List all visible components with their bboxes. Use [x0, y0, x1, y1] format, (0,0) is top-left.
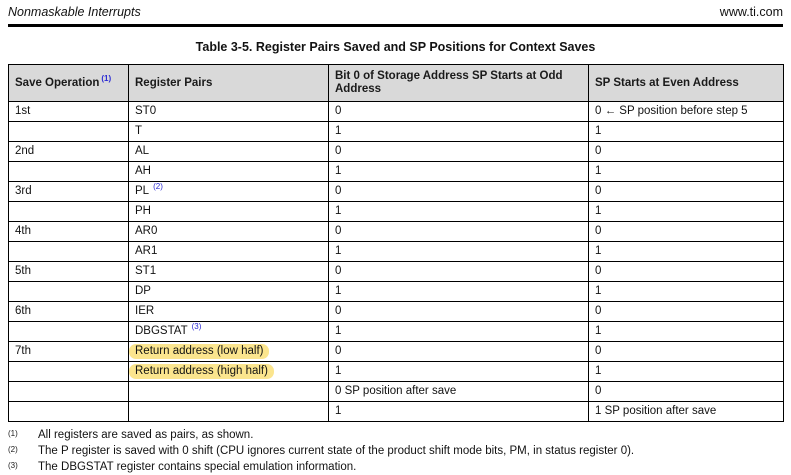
odd-address-cell: 1: [329, 202, 589, 222]
odd-address-cell: 1: [329, 362, 589, 382]
save-operation-cell: [9, 242, 129, 262]
register-pair-cell: [129, 322, 329, 342]
odd-address-cell: 0: [329, 182, 589, 202]
odd-address-cell: 0: [329, 222, 589, 242]
even-address-cell: 1 SP position after save: [589, 402, 784, 422]
register-pair-label: PL: [135, 185, 150, 197]
even-address-cell: 1: [589, 322, 784, 342]
register-pair-cell: [129, 162, 329, 182]
footnote-text: All registers are saved as pairs, as shown.: [38, 429, 254, 441]
footnotes: [8, 427, 783, 475]
even-address-cell: 0: [589, 382, 784, 402]
register-pair-cell: [129, 102, 329, 122]
footnote-marker: (1): [8, 429, 18, 438]
register-pair-cell: [129, 242, 329, 262]
odd-address-cell: 1: [329, 242, 589, 262]
footnote-marker: (3): [8, 461, 18, 470]
odd-address-cell: 0: [329, 342, 589, 362]
table-row: [9, 322, 784, 342]
save-operation-cell: [9, 362, 129, 382]
register-pair-cell: [129, 182, 329, 202]
save-operation-cell: 4th: [9, 222, 129, 242]
table-row: [9, 162, 784, 182]
header-rule: [8, 24, 783, 27]
table-header-row: [9, 65, 784, 102]
table-body: [9, 102, 784, 422]
register-pair-label: AR0: [135, 225, 158, 237]
register-pair-label: DP: [135, 285, 151, 297]
register-pair-cell: [129, 362, 329, 382]
table-row: [9, 222, 784, 242]
register-pair-cell: [129, 302, 329, 322]
section-title: Nonmaskable Interrupts: [8, 5, 141, 19]
table-row: [9, 102, 784, 122]
register-pair-label: AL: [135, 145, 150, 157]
col-header-bit0-odd: [329, 65, 589, 102]
even-address-cell: 1: [589, 242, 784, 262]
table-row: [9, 362, 784, 382]
register-pair-cell: [129, 122, 329, 142]
save-operation-cell: [9, 322, 129, 342]
register-pair-label: AR1: [135, 245, 158, 257]
table-row: [9, 342, 784, 362]
even-address-cell: 1: [589, 122, 784, 142]
odd-address-cell: 0: [329, 142, 589, 162]
save-operation-cell: 3rd: [9, 182, 129, 202]
footnote-text: The DBGSTAT register contains special emulation information.: [38, 461, 357, 473]
register-pair-cell: [129, 282, 329, 302]
save-operation-cell: [9, 282, 129, 302]
save-operation-cell: 6th: [9, 302, 129, 322]
save-operation-cell: 7th: [9, 342, 129, 362]
register-pair-cell: [129, 222, 329, 242]
table-row: [9, 382, 784, 402]
even-address-cell: 0: [589, 262, 784, 282]
odd-address-cell: 1: [329, 122, 589, 142]
even-address-cell: 0: [589, 222, 784, 242]
odd-address-cell: 1: [329, 162, 589, 182]
col-header-label: SP Starts at Even Address: [595, 76, 739, 89]
table-title: Table 3-5. Register Pairs Saved and SP Positions for Context Saves: [195, 40, 596, 54]
even-address-cell: 0: [589, 182, 784, 202]
save-operation-cell: [9, 202, 129, 222]
col-header-label: Bit 0 of Storage Address SP Starts at Odd Address: [335, 70, 563, 95]
register-pair-label: ST1: [135, 265, 157, 277]
col-header-save-operation: [9, 65, 129, 102]
even-address-cell: 0: [589, 302, 784, 322]
register-pair-label: AH: [135, 165, 151, 177]
register-pair-highlight: Return address (high half): [129, 364, 274, 379]
footnote-marker: (2): [8, 445, 18, 454]
footnote-link-2[interactable]: (2): [153, 182, 163, 192]
footnote: [8, 427, 783, 443]
register-pair-label: ST0: [135, 105, 157, 117]
col-header-register-pairs: [129, 65, 329, 102]
save-operation-cell: 2nd: [9, 142, 129, 162]
register-pair-highlight: Return address (low half): [129, 344, 269, 359]
even-address-cell: 0: [589, 342, 784, 362]
register-pair-cell: [129, 342, 329, 362]
odd-address-cell: 1: [329, 402, 589, 422]
site-url: www.ti.com: [719, 5, 783, 19]
table-row: [9, 242, 784, 262]
even-address-cell: 1: [589, 282, 784, 302]
save-operation-cell: [9, 382, 129, 402]
footnote: [8, 443, 783, 459]
register-pair-label: DBGSTAT: [135, 325, 188, 337]
even-address-cell: 1: [589, 162, 784, 182]
register-pair-cell: [129, 402, 329, 422]
save-operation-cell: [9, 402, 129, 422]
odd-address-cell: 0 SP position after save: [329, 382, 589, 402]
odd-address-cell: 0: [329, 302, 589, 322]
save-operation-cell: 1st: [9, 102, 129, 122]
table-row: [9, 282, 784, 302]
footnote-link-1[interactable]: (1): [101, 73, 112, 83]
footnote-link-3[interactable]: (3): [191, 322, 202, 332]
register-pair-cell: [129, 142, 329, 162]
register-pair-label: T: [135, 125, 143, 137]
odd-address-cell: 0: [329, 102, 589, 122]
table-row: [9, 402, 784, 422]
col-header-label: Save Operation: [15, 76, 100, 89]
col-header-label: Register Pairs: [135, 76, 213, 89]
register-pair-cell: [129, 382, 329, 402]
save-operation-cell: [9, 122, 129, 142]
footnote-text: The P register is saved with 0 shift (CPU ignores current state of the product shift mode bits, PM, in status register 0).: [38, 445, 635, 457]
table-row: [9, 122, 784, 142]
even-address-cell: 0 ← SP position before step 5: [589, 102, 784, 122]
even-address-cell: 0: [589, 142, 784, 162]
running-header: [8, 5, 783, 20]
odd-address-cell: 1: [329, 322, 589, 342]
footnote: [8, 459, 783, 475]
save-operation-cell: 5th: [9, 262, 129, 282]
odd-address-cell: 1: [329, 282, 589, 302]
register-pair-label: IER: [135, 305, 155, 317]
table-row: [9, 302, 784, 322]
even-address-cell: 1: [589, 362, 784, 382]
table-row: [9, 182, 784, 202]
table-row: [9, 142, 784, 162]
register-pair-label: PH: [135, 205, 151, 217]
col-header-even: [589, 65, 784, 102]
register-pair-cell: [129, 262, 329, 282]
save-operation-cell: [9, 162, 129, 182]
table-row: [9, 202, 784, 222]
register-pair-cell: [129, 202, 329, 222]
even-address-cell: 1: [589, 202, 784, 222]
register-pairs-table: [8, 64, 784, 422]
odd-address-cell: 0: [329, 262, 589, 282]
table-row: [9, 262, 784, 282]
